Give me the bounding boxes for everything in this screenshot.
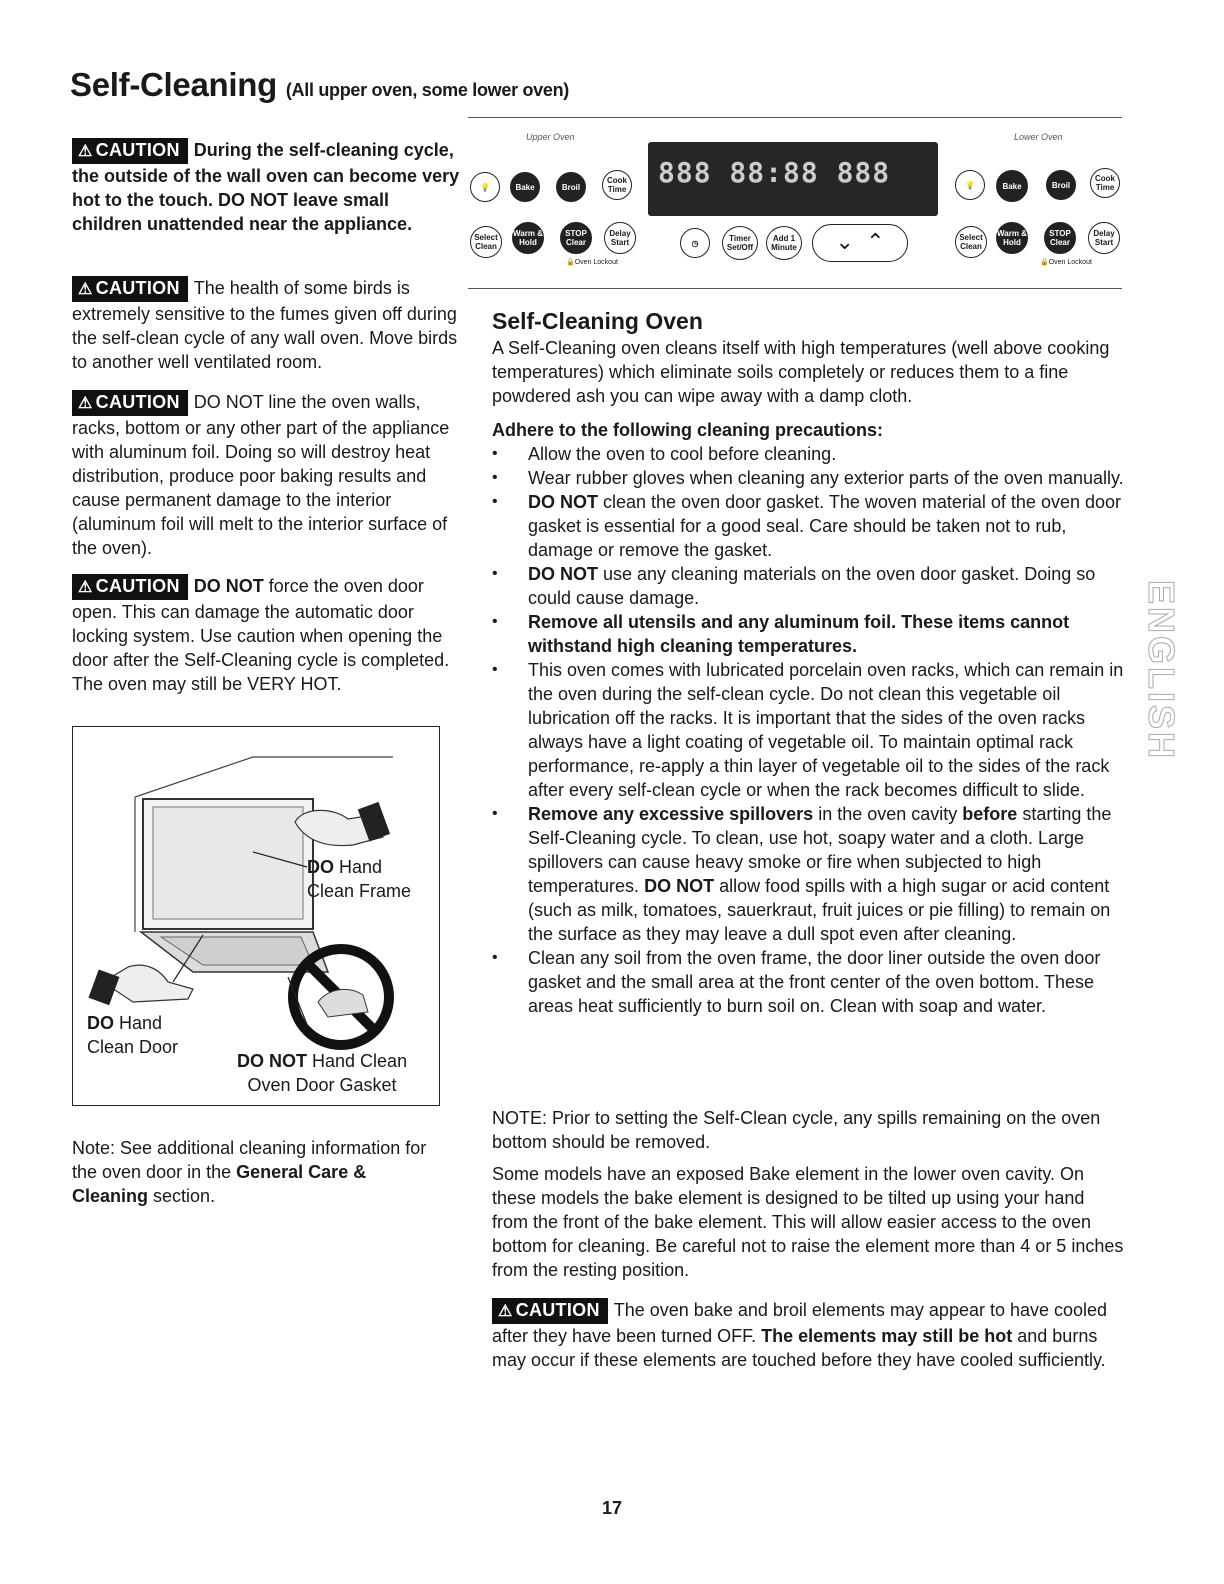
arrow-pad[interactable] [812, 224, 908, 262]
list-item: • This oven comes with lubricated porcelain oven racks, which can remain in the oven during the self-clean cycle. Do not clean this vegetable oil lubrication off the racks. It is important that the sides of the oven racks always have a light coating of vegetable oil. To maintain optimal rack performance, re-apply a thin layer of vegetable oil to the sides of the rack after every self-clean cycle or when the rack becomes difficult to slide. [492, 658, 1124, 802]
upper-oven-lockout: 🔒Oven Lockout [566, 259, 618, 266]
title-main: Self-Cleaning [70, 66, 277, 103]
page-title [70, 66, 569, 104]
list-item: • Allow the oven to cool before cleaning. [492, 442, 1124, 466]
list-item: • Remove all utensils and any aluminum foil. These items cannot withstand high cleaning temperatures. [492, 610, 1124, 658]
upper-light-button[interactable] [470, 172, 500, 202]
precautions-heading: Adhere to the following cleaning precautions: [492, 420, 884, 440]
caution-block-4: ⚠ CAUTION DO NOT force the oven door open. This can damage the automatic door locking system. Use caution when opening the door after the Self-Cleaning cycle is completed. The oven may still be VERY HOT. [72, 576, 450, 694]
lower-delay-start-button[interactable]: Delay Start [1088, 222, 1120, 254]
lower-bake-button[interactable]: Bake [996, 170, 1028, 202]
page-number: 17 [601, 1498, 623, 1518]
panel-rule [468, 288, 1122, 289]
caution-block-1: ⚠ CAUTION During the self-cleaning cycle, the outside of the wall oven can become very hot to the touch. DO NOT leave small children unattended near the appliance. [72, 140, 460, 234]
caution-block-5: ⚠ CAUTION The oven bake and broil elements may appear to have cooled after they have been turned OFF. The elements may still be hot and burns may occur if these elements are touched before they have cooled sufficiently. [492, 1300, 1108, 1370]
caution-block-3: ⚠ CAUTION DO NOT line the oven walls, racks, bottom or any other part of the appliance with aluminum foil. Doing so will destroy heat distribution, produce poor baking results and cause permanent damage to the interior (aluminum foil will melt to the interior surface of the oven). [72, 392, 450, 558]
label-clean-door: DO Hand Clean Door [87, 1013, 179, 1057]
list-item: • DO NOT use any cleaning materials on the oven door gasket. Doing so could cause damage. [492, 562, 1124, 610]
clock-icon: ◷ [691, 238, 699, 248]
upper-oven-label: Upper Oven [526, 132, 575, 142]
display-digits: 888 88:88 888 [658, 156, 891, 189]
upper-delay-start-button[interactable]: Delay Start [604, 222, 636, 254]
caution-badge: ⚠ CAUTION [72, 574, 188, 600]
lower-warm-hold-button[interactable]: Warm & Hold [996, 222, 1028, 254]
oven-cleaning-figure [72, 726, 440, 1106]
warning-icon: ⚠ [498, 1303, 513, 1320]
intro-paragraph: A Self-Cleaning oven cleans itself with high temperatures (well above cooking temperatures) which eliminate soils completely or reduces them to a fine powdered ash you can wipe away with a damp cloth. [492, 338, 1110, 406]
warning-icon: ⚠ [78, 281, 93, 298]
lightbulb-icon: 💡 [480, 182, 490, 192]
figure-note: Note: See additional cleaning information for the oven door in the General Care & Cleaning section. [72, 1138, 427, 1206]
label-no-gasket: DO NOT Hand Clean Oven Door Gasket [237, 1051, 408, 1095]
chevron-up-icon[interactable]: ⌃ [866, 229, 885, 254]
upper-warm-hold-button[interactable]: Warm & Hold [512, 222, 544, 254]
header-rule [468, 117, 1122, 118]
upper-cook-time-button[interactable]: Cook Time [602, 170, 632, 200]
chevron-down-icon[interactable]: ⌄ [835, 229, 854, 254]
lower-oven-lockout: 🔒Oven Lockout [1040, 259, 1092, 266]
warning-icon: ⚠ [78, 579, 93, 596]
list-item: • Remove any excessive spillovers in the oven cavity before starting the Self-Cleaning cycle. To clean, use hot, soapy water and a cloth. Large spillovers can cause heavy smoke or fire when subjected to high temperatures. DO NOT allow food spills with a high sugar or acid content (such as milk, tomatoes, sauerkraut, fruit juices or pie filling) to remain on the surface as they may leave a dull spot even after cleaning. [492, 802, 1124, 946]
clock-button[interactable] [680, 228, 710, 258]
lock-icon: 🔒 [566, 259, 575, 266]
caution-badge: ⚠ CAUTION [72, 138, 188, 164]
lower-stop-clear-button[interactable]: STOP Clear [1044, 222, 1076, 254]
lower-select-clean-button[interactable]: Select Clean [955, 226, 987, 258]
language-side-tab: ENGLISH [1141, 580, 1182, 762]
lower-broil-button[interactable]: Broil [1046, 170, 1076, 200]
caution-block-2: ⚠ CAUTION The health of some birds is extremely sensitive to the fumes given off during the self-clean cycle of any wall oven. Move birds to another well ventilated room. [72, 278, 458, 372]
section-heading: Self-Cleaning Oven [492, 308, 703, 334]
oven-display [648, 142, 938, 216]
lightbulb-icon: 💡 [965, 180, 975, 190]
lower-light-button[interactable] [955, 170, 985, 200]
title-subtitle: (All upper oven, some lower oven) [285, 80, 569, 100]
self-clean-note: NOTE: Prior to setting the Self-Clean cycle, any spills remaining on the oven bottom should be removed. [492, 1108, 1101, 1152]
add-minute-button[interactable]: Add 1 Minute [766, 226, 802, 260]
list-item: • Clean any soil from the oven frame, the door liner outside the oven door gasket and the small area at the front center of the oven bottom. These areas heat sufficiently to burn soil on. Clean with soap and water. [492, 946, 1124, 1018]
caution-badge: ⚠ CAUTION [72, 276, 188, 302]
caution-badge: ⚠ CAUTION [492, 1298, 608, 1324]
lower-cook-time-button[interactable]: Cook Time [1090, 168, 1120, 198]
warning-icon: ⚠ [78, 395, 93, 412]
timer-button[interactable]: Timer Set/Off [722, 226, 758, 260]
lock-icon: 🔒 [1040, 259, 1049, 266]
caution-badge: ⚠ CAUTION [72, 390, 188, 416]
list-item: • Wear rubber gloves when cleaning any exterior parts of the oven manually. [492, 466, 1124, 490]
label-clean-frame: DO Hand Clean Frame [307, 857, 412, 901]
precautions-list [492, 442, 1124, 1018]
lower-oven-label: Lower Oven [1014, 132, 1063, 142]
upper-select-clean-button[interactable]: Select Clean [470, 226, 502, 258]
list-item: • DO NOT clean the oven door gasket. The woven material of the oven door gasket is essential for a good seal. Care should be taken not to rub, damage or remove the gasket. [492, 490, 1124, 562]
warning-icon: ⚠ [78, 143, 93, 160]
upper-stop-clear-button[interactable]: STOP Clear [560, 222, 592, 254]
bake-element-paragraph: Some models have an exposed Bake element in the lower oven cavity. On these models the bake element is designed to be tilted up using your hand from the front of the bake element. This will allow easier access to the oven bottom for cleaning. Be careful not to raise the element more than 4 or 5 inches from the resting position. [492, 1164, 1124, 1280]
upper-broil-button[interactable]: Broil [556, 172, 586, 202]
upper-bake-button[interactable]: Bake [510, 172, 540, 202]
